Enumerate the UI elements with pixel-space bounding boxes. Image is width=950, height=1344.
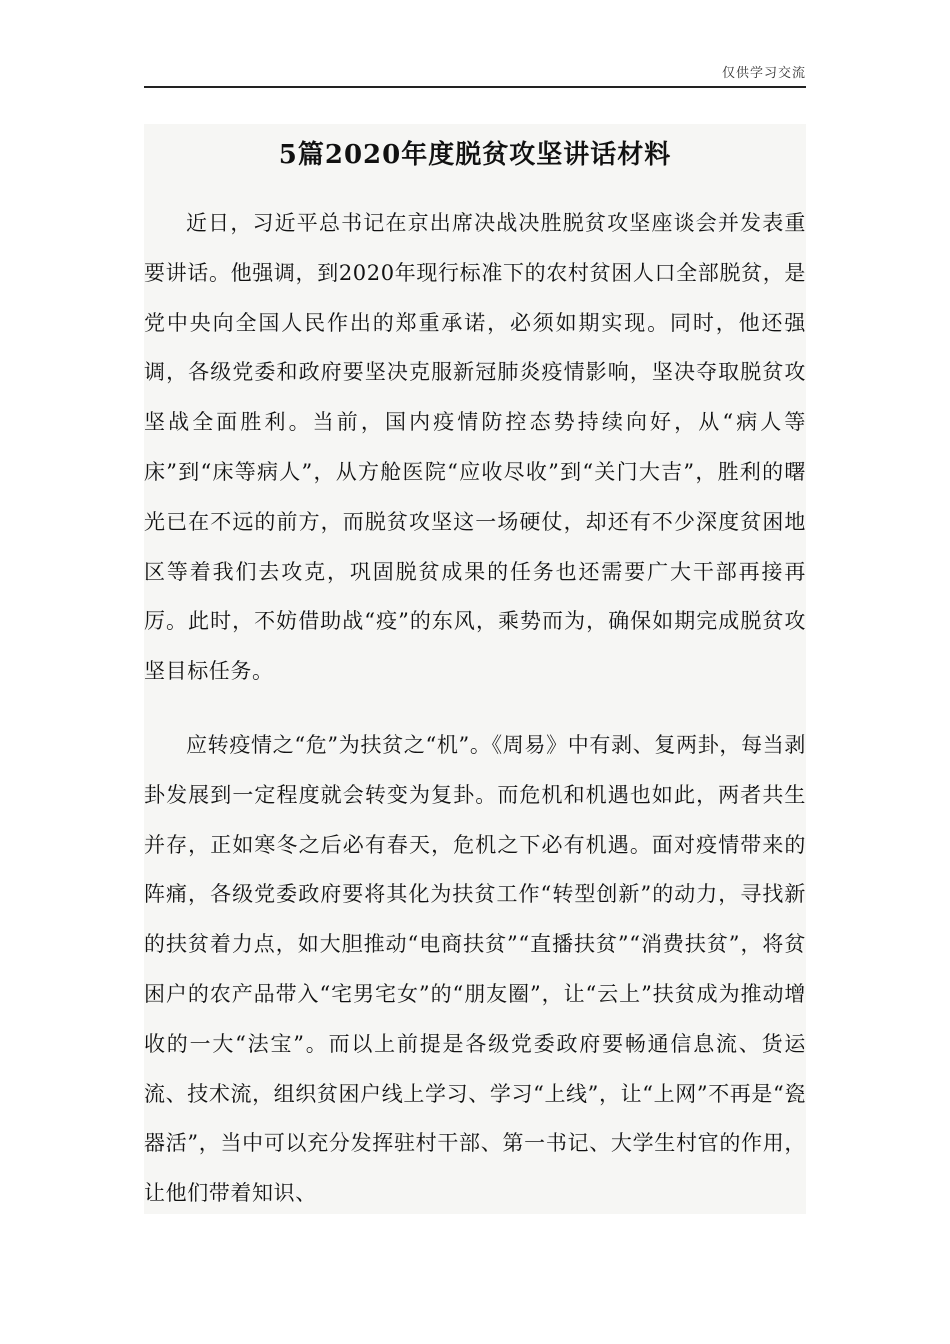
- paragraph: 应转疫情之“危”为扶贫之“机”。《周易》中有剥、复两卦，每当剥卦发展到一定程度就会转变为复卦。而危机和机遇也如此，两者共生并存，正如寒冬之后必有春天，危机之下必有机遇。面对疫情带来的阵痛，各级党委政府要将其化为扶贫工作“转型创新”的动力，寻找新的扶贫着力点，如大胆推动“电商扶贫”“直播扶贫”“消费扶贫”，将贫困户的农产品带入“宅男宅女”的“朋友圈”，让“云上”扶贫成为推动增收的一大“法宝”。而以上前提是各级党委政府要畅通信息流、货运流、技术流，组织贫困户线上学习、学习“上线”，让“上网”不再是“瓷器活”，当中可以充分发挥驻村干部、第一书记、大学生村官的作用，让他们带着知识、: [144, 733, 806, 1206]
- document-title: 5篇2020年度脱贫攻坚讲话材料: [278, 140, 672, 170]
- header-label: 仅供学习交流: [721, 66, 806, 81]
- page-header: [144, 64, 806, 88]
- document-body: [144, 124, 806, 1214]
- paragraph: 近日，习近平总书记在京出席决战决胜脱贫攻坚座谈会并发表重要讲话。他强调，到2020年现行标准下的农村贫困人口全部脱贫，是党中央向全国人民作出的郑重承诺，必须如期实现。同时，他还强调，各级党委和政府要坚决克服新冠肺炎疫情影响，坚决夺取脱贫攻坚战全面胜利。当前，国内疫情防控态势持续向好，从“病人等床”到“床等病人”，从方舱医院“应收尽收”到“关门大吉”，胜利的曙光已在不远的前方，而脱贫攻坚这一场硬仗，却还有不少深度贫困地区等着我们去攻克，巩固脱贫成果的任务也还需要广大干部再接再厉。此时，不妨借助战“疫”的东风，乘势而为，确保如期完成脱贫攻坚目标任务。: [144, 211, 806, 684]
